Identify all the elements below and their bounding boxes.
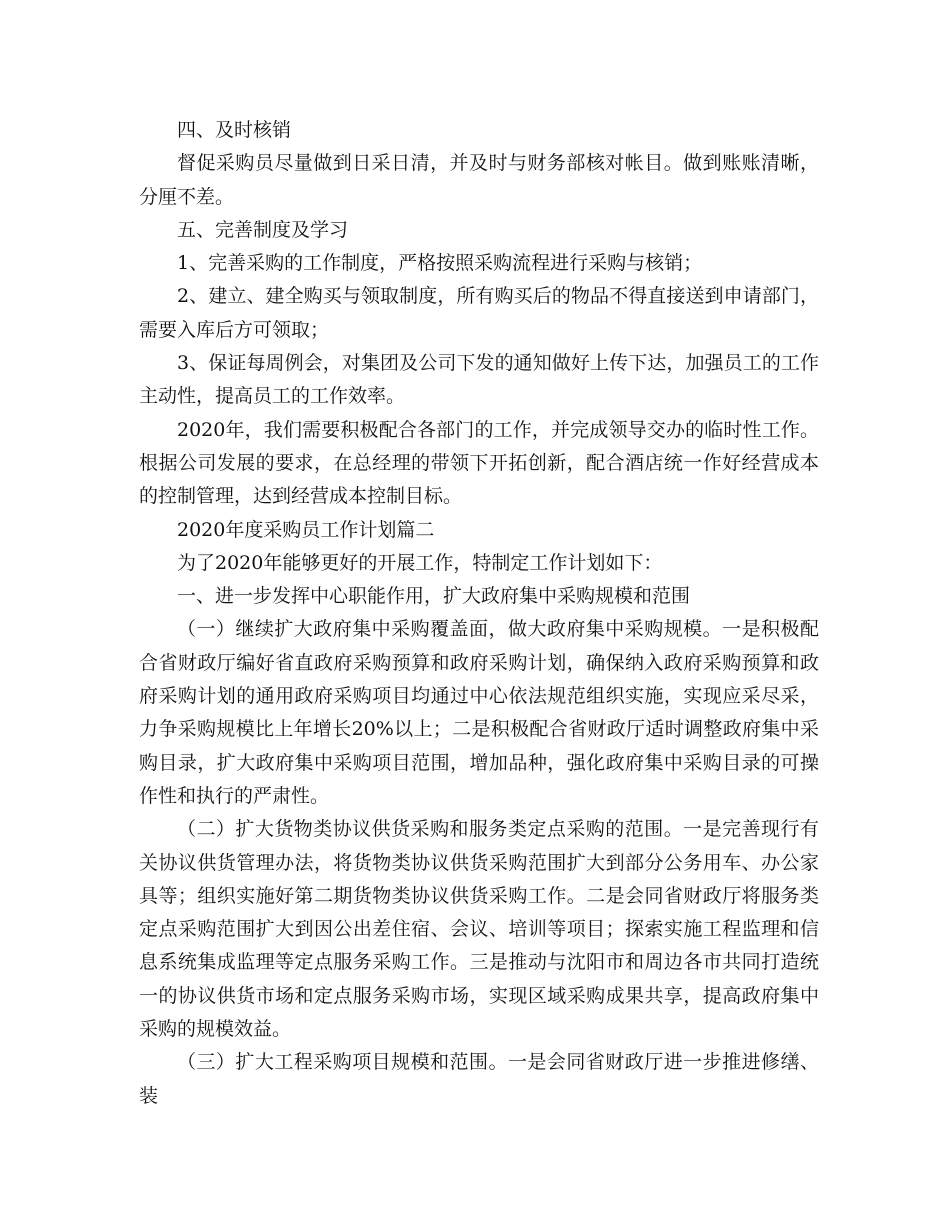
heading-timely-verification: 四、及时核销	[177, 119, 292, 141]
list-item-1: 1、完善采购的工作制度，严格按照采购流程进行采购与核销；	[177, 252, 703, 275]
document-body	[139, 114, 819, 1113]
paragraph-2020-summary: 2020年，我们需要积极配合各部门的工作，并完成领导交办的临时性工作。根据公司发展的要求，在总经理的带领下开拓创新，配合酒店统一作好经营成本的控制管理，达到经营成本控制目标。	[139, 418, 819, 508]
paragraph-item-one: （一）继续扩大政府集中采购覆盖面，做大政府集中采购规模。一是积极配合省财政厅编好省直政府采购预算和政府采购计划，确保纳入政府采购预算和政府采购计划的通用政府采购项目均通过中心依法规范组织实施，实现应采尽采，力争采购规模比上年增长20%以上；二是积极配合省财政厅适时调整政府集中采购目录，扩大政府集中采购项目范围，增加品种，强化政府集中采购目录的可操作性和执行的严肃性。	[139, 618, 819, 807]
paragraph-intro-plan: 为了2020年能够更好的开展工作，特制定工作计划如下：	[177, 551, 663, 574]
list-item-3: 3、保证每周例会，对集团及公司下发的通知做好上传下达，加强员工的工作主动性，提高员工的工作效率。	[139, 352, 819, 408]
section-title-part-two: 2020年度采购员工作计划篇二	[177, 518, 435, 541]
heading-improve-system: 五、完善制度及学习	[177, 218, 349, 241]
heading-central-function: 一、进一步发挥中心职能作用，扩大政府集中采购规模和范围	[177, 585, 691, 608]
paragraph-item-three: （三）扩大工程采购项目规模和范围。一是会同省财政厅进一步推进修缮、装	[139, 1051, 819, 1107]
list-item-2: 2、建立、建全购买与领取制度，所有购买后的物品不得直接送到申请部门，需要入库后方可领取；	[139, 285, 819, 341]
paragraph-urge-buyers: 督促采购员尽量做到日采日清，并及时与财务部核对帐目。做到账账清晰，分厘不差。	[139, 152, 819, 208]
paragraph-item-two: （二）扩大货物类协议供货采购和服务类定点采购的范围。一是完善现行有关协议供货管理办法，将货物类协议供货采购范围扩大到部分公务用车、办公家具等；组织实施好第二期货物类协议供货采购工作。二是会同省财政厅将服务类定点采购范围扩大到因公出差住宿、会议、培训等项目；探索实施工程监理和信息系统集成监理等定点服务采购工作。三是推动与沈阳市和周边各市共同打造统一的协议供货市场和定点服务采购市场，实现区域采购成果共享，提高政府集中采购的规模效益。	[139, 818, 819, 1041]
